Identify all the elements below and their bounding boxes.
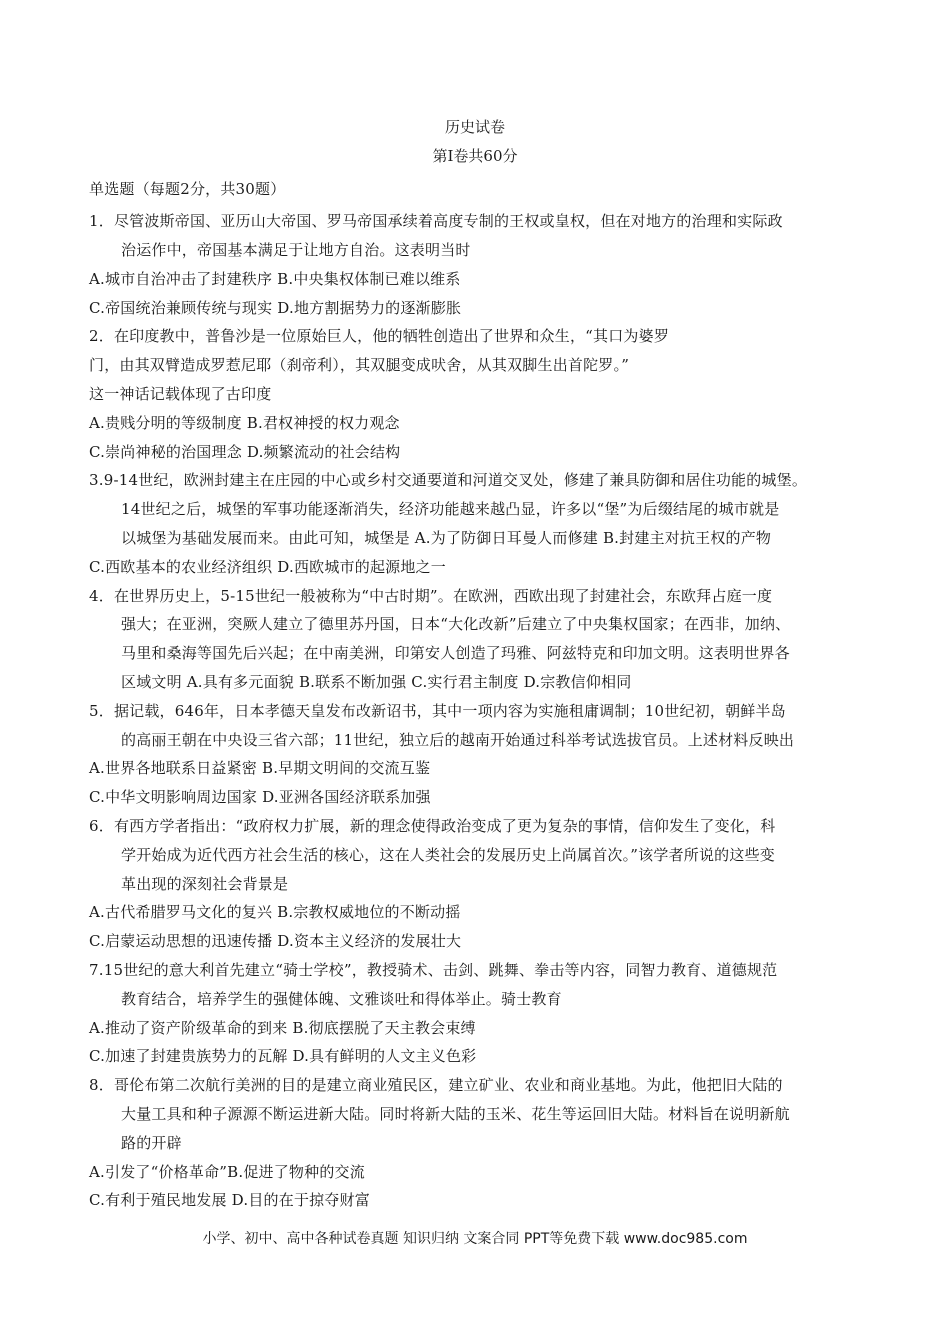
question-4-stem-options: 区域文明 A.具有多元面貌 B.联系不断加强 C.实行君主制度 D.宗教信仰相同 — [121, 673, 632, 691]
question-4-stem-cont: 马里和桑海等国先后兴起；在中南美洲，印第安人创造了玛雅、阿兹特克和印加文明。这表明世界各 — [121, 644, 790, 662]
question-6-options-ab: A.古代希腊罗马文化的复兴 B.宗教权威地位的不断动摇 — [89, 903, 461, 921]
page-title: 历史试卷 — [444, 118, 505, 136]
question-5-options-ab: A.世界各地联系日益紧密 B.早期文明间的交流互鉴 — [89, 759, 431, 777]
question-5-stem: 5．据记载，646年，日本孝德天皇发布改新诏书，其中一项内容为实施租庸调制；10世纪初，朝鲜半岛 — [89, 702, 786, 720]
question-8-options-cd: C.有利于殖民地发展 D.目的在于掠夺财富 — [89, 1191, 370, 1209]
question-6-options-cd: C.启蒙运动思想的迅速传播 D.资本主义经济的发展壮大 — [89, 932, 462, 950]
question-7-options-cd: C.加速了封建贵族势力的瓦解 D.具有鲜明的人文主义色彩 — [89, 1047, 477, 1065]
question-8-options-ab: A.引发了“价格革命”B.促进了物种的交流 — [89, 1163, 365, 1181]
question-1-stem: 1．尽管波斯帝国、亚历山大帝国、罗马帝国承续着高度专制的王权或皇权，但在对地方的治理和实际政 — [89, 212, 783, 230]
question-7-stem-cont: 教育结合，培养学生的强健体魄、文雅谈吐和得体举止。骑士教育 — [121, 990, 562, 1008]
question-7-stem: 7.15世纪的意大利首先建立“骑士学校”，教授骑术、击剑、跳舞、拳击等内容，同智力教育、道德规范 — [89, 961, 778, 979]
footer-ad-text: 小学、初中、高中各种试卷真题 知识归纳 文案合同 PPT等免费下载 www.doc985.com — [202, 1231, 748, 1247]
question-5-stem-cont: 的高丽王朝在中央设三省六部；11世纪，独立后的越南开始通过科举考试选拔官员。上述材料反映出 — [121, 731, 795, 749]
question-7-options-ab: A.推动了资产阶级革命的到来 B.彻底摆脱了天主教会束缚 — [89, 1019, 476, 1037]
question-6-stem: 6．有西方学者指出：“政府权力扩展，新的理念使得政治变成了更为复杂的事情，信仰发生了变化，科 — [89, 817, 776, 835]
question-3-stem-cont: 14世纪之后，城堡的军事功能逐渐消失，经济功能越来越凸显，许多以“堡”为后缀结尾的城市就是 — [121, 500, 780, 518]
question-4-stem-cont: 强大；在亚洲，突厥人建立了德里苏丹国，日本“大化改新”后建立了中央集权国家；在西非，加纳、 — [121, 615, 791, 633]
question-3-options-cd: C.西欧基本的农业经济组织 D.西欧城市的起源地之一 — [89, 558, 446, 576]
question-8-stem-cont: 路的开辟 — [121, 1134, 182, 1152]
question-5-options-cd: C.中华文明影响周边国家 D.亚洲各国经济联系加强 — [89, 788, 431, 806]
question-6-stem-cont: 学开始成为近代西方社会生活的核心，这在人类社会的发展历史上尚属首次。”该学者所说的这些变 — [121, 846, 775, 864]
question-2-options-cd: C.崇尚神秘的治国理念 D.频繁流动的社会结构 — [89, 443, 401, 461]
question-8-stem-cont: 大量工具和种子源源不断运进新大陆。同时将新大陆的玉米、花生等运回旧大陆。材料旨在说明新航 — [121, 1105, 790, 1123]
question-2-stem: 2．在印度教中，普鲁沙是一位原始巨人，他的牺牲创造出了世界和众生，“其口为婆罗 — [89, 327, 670, 345]
question-1-options-ab: A.城市自治冲击了封建秩序 B.中央集权体制已难以维系 — [89, 270, 461, 288]
question-3-stem: 3.9-14世纪，欧洲封建主在庄园的中心或乡村交通要道和河道交叉处，修建了兼具防御和居住功能的城堡。 — [89, 471, 808, 489]
question-1-stem-cont: 治运作中，帝国基本满足于让地方自治。这表明当时 — [121, 241, 471, 259]
question-8-stem: 8．哥伦布第二次航行美洲的目的是建立商业殖民区，建立矿业、农业和商业基地。为此，他把旧大陆的 — [89, 1076, 783, 1094]
section-heading: 单选题（每题2分，共30题） — [89, 180, 286, 198]
question-2-stem-cont: 门，由其双臂造成罗惹尼耶（刹帝利），其双腿变成吠舍，从其双脚生出首陀罗。” — [89, 356, 630, 374]
question-4-stem: 4．在世界历史上，5-15世纪一般被称为“中古时期”。在欧洲，西欧出现了封建社会，东欧拜占庭一度 — [89, 587, 773, 605]
page-subtitle: 第Ⅰ卷共60分 — [432, 147, 518, 165]
question-1-options-cd: C.帝国统治兼顾传统与现实 D.地方割据势力的逐渐膨胀 — [89, 299, 462, 317]
question-6-stem-cont: 革出现的深刻社会背景是 — [121, 875, 289, 893]
question-3-stem-options: 以城堡为基础发展而来。由此可知，城堡是 A.为了防御日耳曼人而修建 B.封建主对抗王权的产物 — [121, 529, 772, 547]
question-2-options-ab: A.贵贱分明的等级制度 B.君权神授的权力观念 — [89, 414, 400, 432]
question-2-stem-cont: 这一神话记载体现了古印度 — [89, 385, 272, 403]
